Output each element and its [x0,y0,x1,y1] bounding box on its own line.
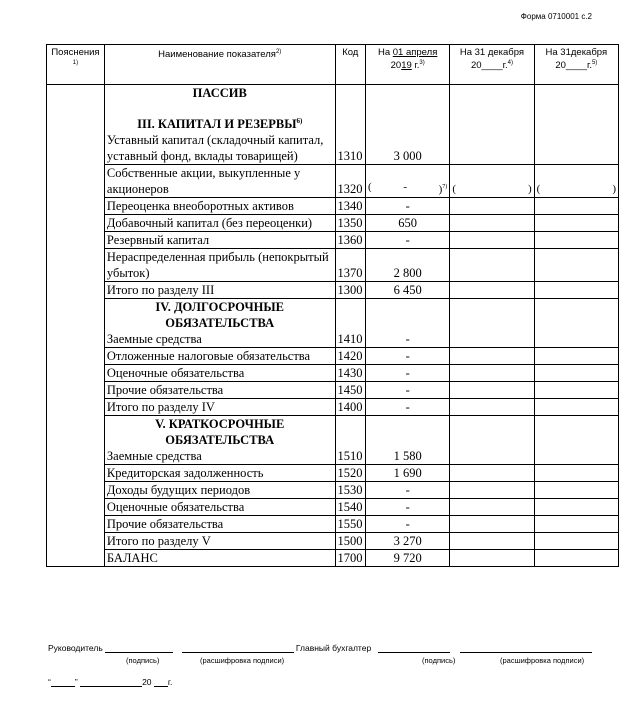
row-code: 1550 [335,516,365,533]
row-name: Добавочный капитал (без переоценки) [104,215,335,232]
header-col1-date: На 01 апреля 2019 г.$^{3)}$ [366,45,450,85]
row-code: 1400 [335,399,365,416]
table-row [47,465,619,482]
row-name: Оценочные обязательства [104,499,335,516]
row-code: 1320 [335,165,365,198]
row-code: 1500 [335,533,365,550]
table-row-total [47,282,619,299]
chief-acc-decode-field[interactable] [460,652,592,653]
row-value: 6 450 [366,282,450,299]
row-name: Переоценка внеоборотных активов [104,198,335,215]
row-name: Кредиторская задолженность [104,465,335,482]
header-col2-date: На 31 декабря 20____г.$^{4)}$ [450,45,534,85]
row-value: - [366,232,450,249]
row-name: Нераспределенная прибыль (непокрытый убыток) [104,249,335,282]
row-value: - [366,365,450,382]
explanations-cell [47,85,105,567]
date-month-field[interactable] [80,686,142,687]
table-row [47,215,619,232]
row-code: 1350 [335,215,365,232]
date-year-field[interactable] [154,686,168,687]
row-code: 1510 [335,416,365,465]
row-name: Доходы будущих периодов [104,482,335,499]
row-value: - [366,299,450,348]
row-value: 1 580 [366,416,450,465]
balance-table [46,44,619,567]
row-value: - [366,499,450,516]
row-code: 1520 [335,465,365,482]
section3-title: III. КАПИТАЛ И РЕЗЕРВЫ$^{6)}$ [137,117,303,132]
table-row [47,516,619,533]
table-row-total [47,533,619,550]
row-value: 650 [366,215,450,232]
row-value: 3 000 [366,85,450,165]
signature-line [48,643,592,653]
date-day-field[interactable] [51,686,75,687]
date-line: “ ” 20 г. [48,677,173,687]
head-decode-caption: (расшифровка подписи) [200,656,285,665]
table-row [47,348,619,365]
table-row-total [47,399,619,416]
chief-acc-decode-caption: (расшифровка подписи) [500,656,585,665]
section5-title: V. КРАТКОСРОЧНЫЕ ОБЯЗАТЕЛЬСТВА [155,417,285,448]
header-code: Код [335,45,365,85]
row-name: Оценочные обязательства [104,365,335,382]
row-value: - [366,348,450,365]
table-row [47,232,619,249]
head-decode-field[interactable] [182,652,294,653]
table-row [47,299,619,348]
section-passiv-title: ПАССИВ [192,86,247,100]
row-name: Собственные акции, выкупленные у акционеров [104,165,335,198]
row-value: 2 800 [366,249,450,282]
table-row [47,365,619,382]
row-code: 1450 [335,382,365,399]
row-name: ПАССИВ III. КАПИТАЛ И РЕЗЕРВЫ$^{6)}$ Уставный капитал (складочный капитал, уставный фонд, вклады товарищей) [104,85,335,165]
row-code: 1420 [335,348,365,365]
table-row-balance [47,550,619,567]
table-row [47,85,619,165]
row-value: - [366,198,450,215]
row-value: 3 270 [366,533,450,550]
section4-title: IV. ДОЛГОСРОЧНЫЕ ОБЯЗАТЕЛЬСТВА [155,300,284,331]
row-value-empty [534,85,618,165]
row-name: V. КРАТКОСРОЧНЫЕ ОБЯЗАТЕЛЬСТВА Заемные средства [104,416,335,465]
row-name: Резервный капитал [104,232,335,249]
row-code: 1310 [335,85,365,165]
row-value: 1 690 [366,465,450,482]
row-code: 1540 [335,499,365,516]
form-number: Форма 0710001 с.2 [520,12,592,21]
table-row [47,198,619,215]
row-name: Отложенные налоговые обязательства [104,348,335,365]
row-name: Итого по разделу V [104,533,335,550]
table-row [47,482,619,499]
header-indicator: Наименование показателя$^{2)}$ [104,45,335,85]
row-value: - [366,382,450,399]
row-value: - [366,516,450,533]
table-row [47,249,619,282]
row-code: 1360 [335,232,365,249]
balance-value: 9 720 [366,550,450,567]
row-name: Итого по разделу III [104,282,335,299]
row-code: 1530 [335,482,365,499]
row-name: IV. ДОЛГОСРОЧНЫЕ ОБЯЗАТЕЛЬСТВА Заемные средства [104,299,335,348]
row-name: Прочие обязательства [104,382,335,399]
row-name: Прочие обязательства [104,516,335,533]
header-col3-date: На 31декабря 20____г.$^{5)}$ [534,45,618,85]
chief-acc-label: Главный бухгалтер [295,643,372,653]
header-explanations: Пояснения $^{1)}$ [47,45,105,85]
row-value-bracket: ( ) [534,165,618,198]
chief-acc-sign-caption: (подпись) [422,656,456,665]
row-value-empty [450,85,534,165]
row-code: 1430 [335,365,365,382]
row-code: 1370 [335,249,365,282]
balance-code: 1700 [335,550,365,567]
head-sign-caption: (подпись) [126,656,160,665]
table-row [47,499,619,516]
head-label: Руководитель [48,643,103,653]
balance-name: БАЛАНС [104,550,335,567]
row-name: Итого по разделу IV [104,399,335,416]
row-value: ( - )$^{7)}$ [366,165,450,198]
row-value: - [366,482,450,499]
table-row [47,382,619,399]
table-row [47,165,619,198]
row-code: 1410 [335,299,365,348]
table-row [47,416,619,465]
row-code: 1340 [335,198,365,215]
row-code: 1300 [335,282,365,299]
row-value: - [366,399,450,416]
head-signature-field[interactable] [105,652,173,653]
chief-acc-signature-field[interactable] [378,652,450,653]
row-value-bracket: ( ) [450,165,534,198]
